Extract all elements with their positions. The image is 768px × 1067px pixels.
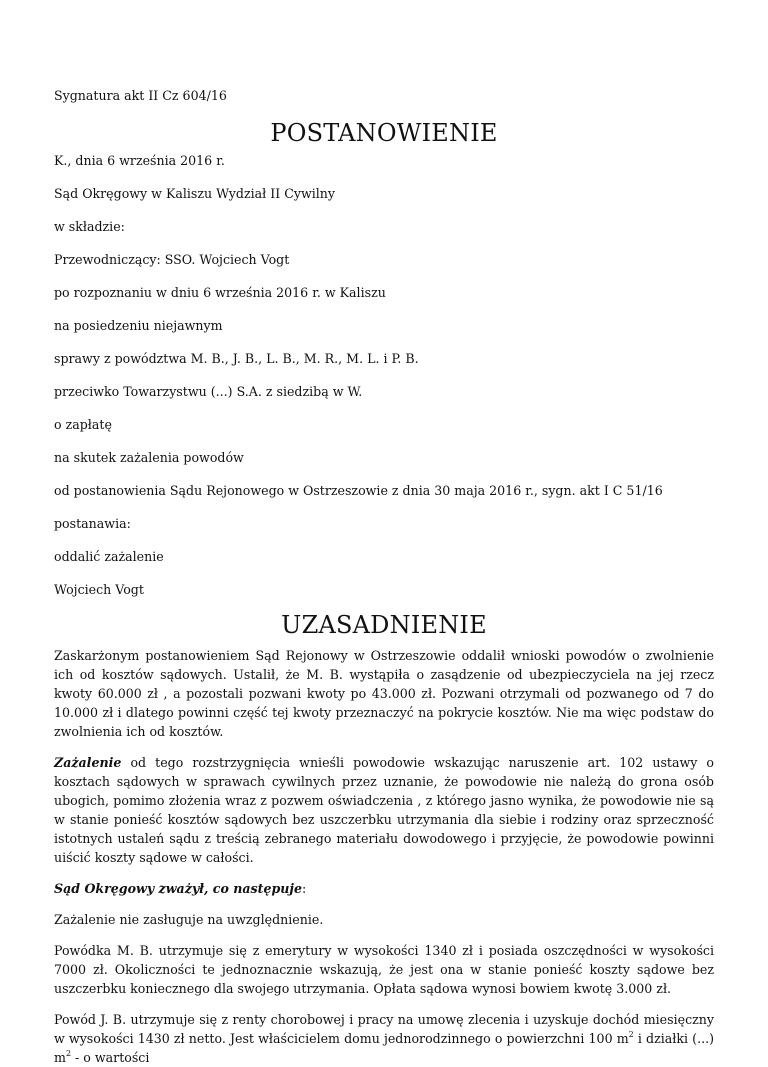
- case-signature: Sygnatura akt II Cz 604/16: [54, 88, 227, 103]
- decision-title: POSTANOWIENIE: [270, 119, 498, 147]
- complaint-origin-line: na skutek zażalenia powodów: [54, 450, 244, 465]
- hearing-date-line: po rozpoznaniu w dniu 6 września 2016 r. w Kaliszu: [54, 285, 386, 300]
- presiding-judge-line: Przewodniczący: SSO. Wojciech Vogt: [54, 252, 290, 267]
- justification-paragraph-6: [54, 1010, 714, 1067]
- court-considered-emphasis: Sąd Okręgowy zważył, co następuje: [54, 881, 302, 896]
- square-meter-superscript-2: 2: [65, 1049, 72, 1058]
- complaint-emphasis: Zażalenie: [54, 755, 122, 770]
- paragraph-6-text-b: i działki (...) m: [54, 1031, 715, 1065]
- composition-label: w składzie:: [54, 219, 125, 234]
- justification-paragraph-2: [54, 753, 714, 867]
- defendant-line: przeciwko Towarzystwu (...) S.A. z siedzibą w W.: [54, 384, 363, 399]
- resolves-label: postanawia:: [54, 516, 131, 531]
- claim-subject-line: o zapłatę: [54, 417, 112, 432]
- square-meter-superscript-1: 2: [628, 1030, 634, 1039]
- paragraph-2-text: od tego rozstrzygnięcia wnieśli powodowie wskazując naruszenie art. 102 ustawy o kosztach sądowych w sprawach cywilnych przez uznanie, że powodowie nie należą do grona osób ubogich, pomimo złożenia wraz z pozwem oświadczenia , z którego jasno wynika, że powodowie nie są w stanie ponieść kosztów sądowych bez uszczerbku utrzymania dla siebie i rodziny oraz sprzeczność istotnych ustaleń sądu z treścią zebranego materiału dowodowego i przyjęcie, że powodowie powinni uiścić koszty sądowe w całości.: [54, 755, 714, 865]
- justification-paragraph-4: Zażalenie nie zasługuje na uwzględnienie.: [54, 912, 324, 927]
- court-name-line: Sąd Okręgowy w Kaliszu Wydział II Cywilny: [54, 186, 336, 201]
- justification-paragraph-1: Zaskarżonym postanowieniem Sąd Rejonowy w Ostrzeszowie oddalił wnioski powodów o zwolnienie ich od kosztów sądowych. Ustalił, że M. B. wystąpiła o zasądzenie od ubezpieczyciela na jej rzecz kwoty 60.000 zł , a pozostali pozwani kwoty po 43.000 zł. Pozwani otrzymali od pozwanego od 7 do 10.000 zł i dlatego powinni część tej kwoty przeznaczyć na pokrycie kosztów. Nie ma więc podstaw do zwolnienia ich od kosztów.: [54, 648, 714, 739]
- ruling-line: oddalić zażalenie: [54, 549, 164, 564]
- justification-paragraph-5: Powódka M. B. utrzymuje się z emerytury w wysokości 1340 zł i posiada oszczędności w wysokości 7000 zł. Okoliczności te jednoznacznie wskazują, że jest ona w stanie ponieść koszty sądowe bez uszczerbku koniecznego dla swojego utrzymania. Opłata sądowa wynosi bowiem kwotę 3.000 zł.: [54, 943, 714, 996]
- paragraph-6-text-a: Powód J. B. utrzymuje się z renty chorobowej i pracy na umowę zlecenia i uzyskuje dochód miesięczny w wysokości 1430 zł netto. Jest właścicielem domu jednorodzinnego o powierzchni 100 m: [54, 1012, 714, 1046]
- lower-court-decision-line: od postanowienia Sądu Rejonowego w Ostrzeszowie z dnia 30 maja 2016 r., sygn. akt I C 51/16: [54, 483, 663, 498]
- plaintiffs-line: sprawy z powództwa M. B., J. B., L. B., M. R., M. L. i P. B.: [54, 351, 419, 366]
- session-type-line: na posiedzeniu niejawnym: [54, 318, 223, 333]
- decision-date-line: K., dnia 6 września 2016 r.: [54, 153, 225, 168]
- judge-signature-line: Wojciech Vogt: [54, 582, 144, 597]
- justification-title: UZASADNIENIE: [281, 611, 487, 639]
- paragraph-3-colon: :: [302, 881, 307, 896]
- justification-paragraph-3: [54, 879, 714, 898]
- paragraph-6-text-c: - o wartości: [71, 1050, 150, 1065]
